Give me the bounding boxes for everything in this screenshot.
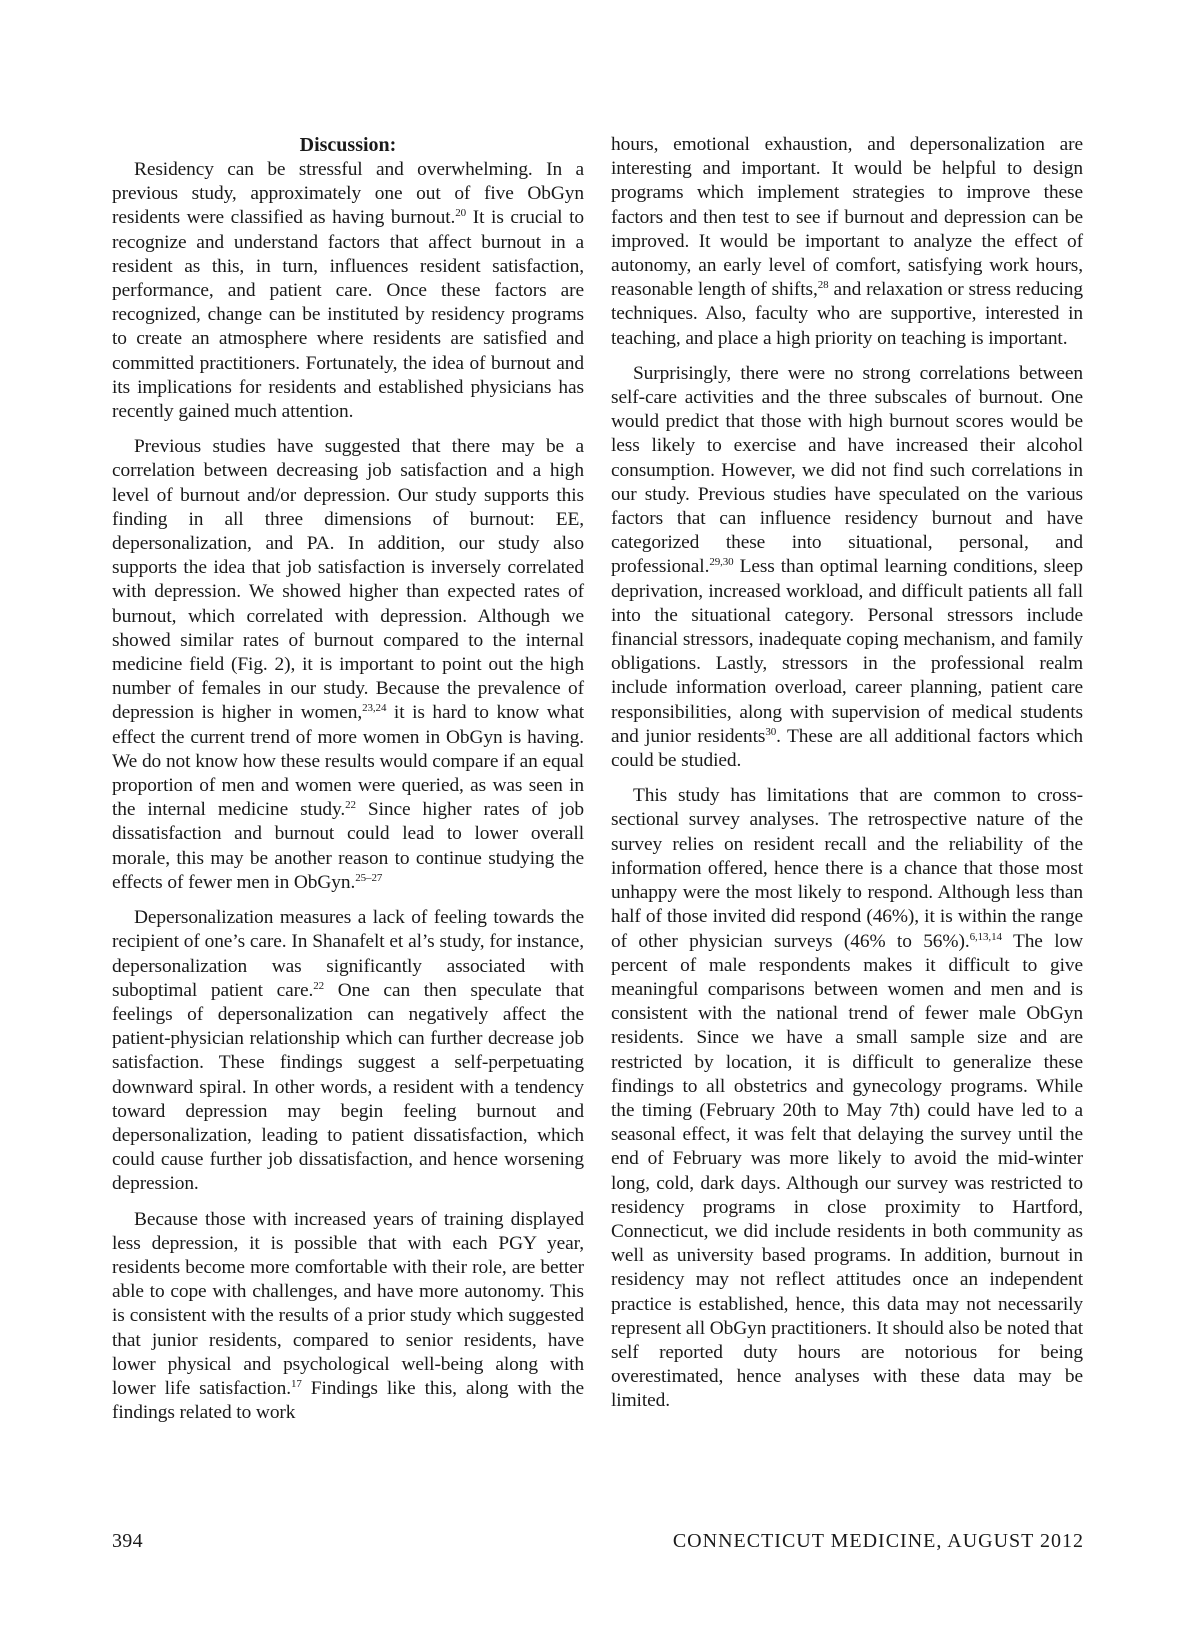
right-column bbox=[611, 133, 1083, 1425]
paragraph bbox=[112, 906, 584, 1196]
paragraph-text: Since higher rates of job dissatisfaction and burnout could lead to lower overall morale, this may be another reason to continue studying the effects of fewer men in ObGyn. bbox=[112, 799, 584, 893]
citation-superscript: 25–27 bbox=[355, 871, 383, 884]
paragraph bbox=[611, 133, 1083, 351]
paragraph-text: One can then speculate that feelings of depersonalization can negatively affect the patient-physician relationship which can further decrease job satisfaction. These findings suggest a self-perpetuating downward spiral. In other words, a resident with a tendency toward depression may begin feeling burnout and depersonalization, leading to patient dissatisfaction, which could cause further job dissatisfaction, and hence worsening depression. bbox=[112, 979, 584, 1195]
citation-superscript: 22 bbox=[345, 799, 356, 812]
paragraph bbox=[611, 784, 1083, 1413]
paragraph-text: The low percent of male respondents makes it difficult to give meaningful comparisons between women and men and is consistent with the national trend of fewer male ObGyn residents. Since we have a small sample size and are restricted by location, it is difficult to generalize these findings to all obstetrics and gynecology programs. While the timing (February 20th to May 7th) could have led to a seasonal effect, it was felt that delaying the survey until the end of February was more likely to avoid the mid-winter long, cold, dark days. Although our survey was restricted to residency programs in close proximity to Hartford, Connecticut, we did include residents in both community as well as university based programs. In addition, burnout in residency may not reflect attitudes once an independent practice is established, hence, this data may not necessarily represent all ObGyn practitioners. It should also be noted that self reported duty hours are notorious for being overestimated, hence analyses with these data may be limited. bbox=[611, 930, 1083, 1412]
paragraph-text: Less than optimal learning conditions, sleep deprivation, increased workload, and difficult patients all fall into the situational category. Personal stressors include financial stressors, inadequate coping mechanism, and family obligations. Lastly, stressors in the professional realm include information overload, career planning, patient care responsibilities, along with supervision of medical students and junior residents bbox=[611, 556, 1083, 747]
paragraph-text: Surprisingly, there were no strong correlations between self-care activities and the three subscales of burnout. One would predict that those with high burnout scores would be less likely to exercise and have increased their alcohol consumption. However, we did not find such correlations in our study. Previous studies have speculated on the various factors that can influence residency burnout and have categorized these into situational, personal, and professional. bbox=[611, 362, 1083, 578]
section-heading: Discussion: bbox=[299, 134, 397, 156]
paragraph-text: it is hard to know what effect the current trend of more women in ObGyn is having. We do not know how these results would compare if an equal proportion of men and women were queried, as was seen in the internal medicine study. bbox=[112, 702, 584, 821]
page-number: 394 bbox=[112, 1530, 143, 1552]
citation-superscript: 6,13,14 bbox=[969, 930, 1002, 943]
paragraph bbox=[112, 435, 584, 895]
citation-superscript: 17 bbox=[290, 1377, 302, 1390]
citation-superscript: 29,30 bbox=[709, 556, 734, 569]
paragraph bbox=[112, 1208, 584, 1426]
citation-superscript: 28 bbox=[817, 279, 829, 292]
paragraph-text: Previous studies have suggested that there may be a correlation between decreasing job satisfaction and a high level of burnout and/or depression. Our study supports this finding in all three dimensions of burnout: EE, depersonalization, and PA. In addition, our study also supports the idea that job satisfaction is inversely correlated with depression. We showed higher than expected rates of burnout, which correlated with depression. Although we showed similar rates of burnout compared to the internal medicine field (Fig. 2), it is important to point out the high number of females in our study. Because the prevalence of depression is higher in women, bbox=[112, 436, 584, 724]
right-paragraphs bbox=[611, 133, 1083, 1414]
citation-superscript: 20 bbox=[455, 207, 467, 220]
paragraph-text: and relaxation or stress reducing techniques. Also, faculty who are supportive, interested in teaching, and place a high priority on teaching is important. bbox=[611, 279, 1083, 349]
left-column bbox=[112, 133, 584, 1436]
paragraph-text: hours, emotional exhaustion, and depersonalization are interesting and important. It would be helpful to design programs which implement strategies to improve these factors and then test to see if burnout and depression can be improved. It would be important to analyze the effect of autonomy, an early level of comfort, satisfying work hours, reasonable length of shifts, bbox=[611, 134, 1083, 301]
paragraph-text: Because those with increased years of training displayed less depression, it is possible that with each PGY year, residents become more comfortable with their role, are better able to cope with challenges, and have more autonomy. This is consistent with the results of a prior study which suggested that junior residents, compared to senior residents, have lower physical and psychological well-being along with lower life satisfaction. bbox=[112, 1208, 584, 1399]
paragraph-text: . These are all additional factors which could be studied. bbox=[611, 725, 1083, 772]
paragraph-text: Findings like this, along with the findings related to work bbox=[112, 1377, 584, 1424]
paragraph-text: Residency can be stressful and overwhelming. In a previous study, approximately one out of five ObGyn residents were classified as having burnout. bbox=[112, 159, 584, 229]
left-paragraphs bbox=[112, 158, 584, 1425]
paragraph bbox=[611, 362, 1083, 773]
citation-superscript: 30 bbox=[765, 725, 777, 738]
paragraph-text: It is crucial to recognize and understand factors that affect burnout in a resident as this, in turn, influences resident satisfaction, performance, and patient care. Once these factors are recognized, change can be instituted by residency programs to create an atmosphere where residents are satisfied and committed practitioners. Fortunately, the idea of burnout and its implications for residents and established physicians has recently gained much attention. bbox=[112, 207, 584, 423]
citation-superscript: 22 bbox=[313, 979, 325, 992]
paragraph bbox=[112, 158, 584, 424]
paragraph-text: Depersonalization measures a lack of feeling towards the recipient of one’s care. In Shanafelt et al’s study, for instance, depersonalization was significantly associated with suboptimal patient care. bbox=[112, 907, 584, 1001]
journal-footer: CONNECTICUT MEDICINE, AUGUST 2012 bbox=[672, 1530, 1084, 1552]
paragraph-text: This study has limitations that are common to cross-sectional survey analyses. The retrospective nature of the survey relies on resident recall and the reliability of the information offered, hence there is a chance that those most unhappy were the most likely to respond. Although less than half of those invited did respond (46%), it is within the range of other physician surveys (46% to 56%). bbox=[611, 785, 1083, 952]
citation-superscript: 23,24 bbox=[362, 702, 387, 715]
